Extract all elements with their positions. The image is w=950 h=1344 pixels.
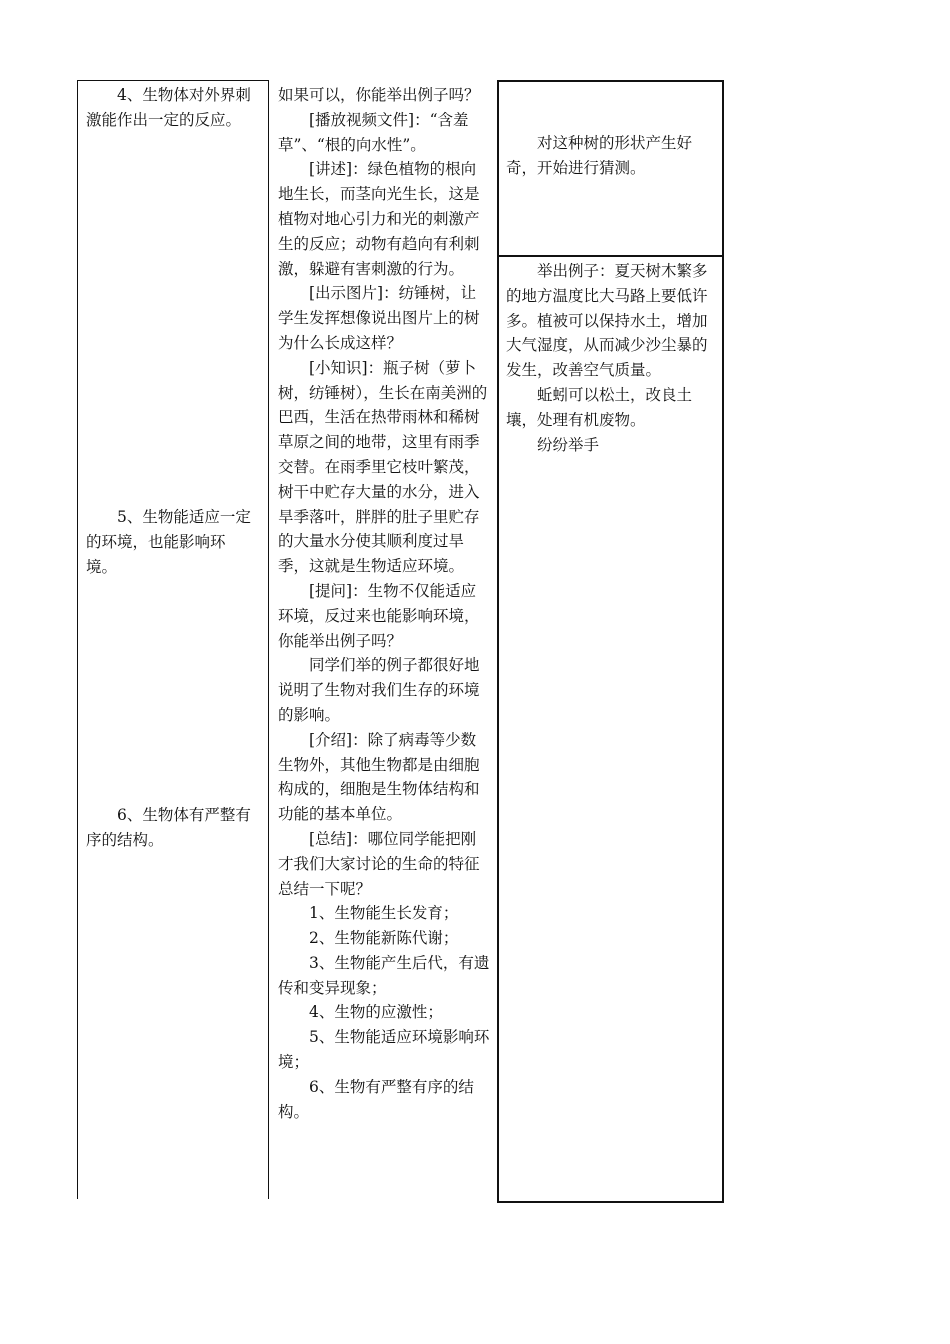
activity-paragraph: [介绍]：除了病毒等少数生物外，其他生物都是由细胞构成的，细胞是生物体结构和功能的基本单位。 [278,730,480,824]
topic-item-4: 4、生物体对外界刺激能作出一定的反应。 [86,86,251,129]
student-response: 对这种树的形状产生好奇，开始进行猜测。 [506,134,693,177]
activity-paragraph: [讲述]：绿色植物的根向地生长，而茎向光生长，这是植物对地心引力和光的刺激产生的反应；动物有趋向有利刺激，躲避有害刺激的行为。 [278,160,480,278]
topic-column [86,83,251,133]
column3-cell-divider [497,255,724,257]
summary-item: 4、生物的应激性； [309,1003,443,1022]
student-activity-cell-2 [506,259,712,457]
summary-item: 5、生物能适应环境影响环境； [278,1028,490,1072]
activity-paragraph: 如果可以，你能举出例子吗？ [278,86,480,104]
student-response: 举出例子：夏天树木繁多的地方温度比大马路上要低许多。植被可以保持水土，增加大气湿度，从而减少沙尘暴的发生，改善空气质量。 [506,262,708,380]
activity-paragraph: [提问]：生物不仅能适应环境，反过来也能影响环境，你能举出例子吗？ [278,581,480,650]
topic-column-item6 [86,803,251,853]
teacher-activity-column [278,83,490,1124]
table-top-border-col1 [77,80,268,81]
summary-item: 1、生物能生长发育； [309,904,459,923]
activity-paragraph: 同学们举的例子都很好地说明了生物对我们生存的环境的影响。 [278,656,480,724]
topic-column-item5 [86,505,251,579]
table-bottom-border-col3 [497,1201,724,1203]
column-divider-1 [268,80,269,1199]
student-response: 蚯蚓可以松土，改良土壤，处理有机废物。 [506,385,693,429]
column-divider-2 [497,80,499,1203]
student-activity-cell-1 [506,131,712,181]
activity-paragraph: [总结]：哪位同学能把刚才我们大家讨论的生命的特征总结一下呢？ [278,829,480,898]
activity-paragraph: [小知识]：瓶子树（萝卜树，纺锤树），生长在南美洲的巴西，生活在热带雨林和稀树草原之间的地带，这里有雨季交替。在雨季里它枝叶繁茂，树干中贮存大量的水分，进入旱季落叶，胖胖的肚子里贮存的大量水分使其顺利度过旱季，这就是生物适应环境。 [278,358,488,576]
activity-paragraph: [播放视频文件]：“含羞草”、“根的向水性”。 [278,110,469,154]
table-left-border [77,80,78,1199]
topic-item-5: 5、生物能适应一定的环境，也能影响环境。 [86,508,251,576]
activity-paragraph: [出示图片]：纺锤树，让学生发挥想像说出图片上的树为什么长成这样？ [278,284,480,352]
table-right-border [722,80,724,1203]
summary-item: 2、生物能新陈代谢； [309,929,459,948]
student-response: 纷纷举手 [537,435,600,454]
table-top-border-col3 [497,80,724,82]
summary-item: 6、生物有严整有序的结构。 [278,1077,474,1121]
summary-item: 3、生物能产生后代，有遗传和变异现象； [278,953,490,997]
topic-item-6: 6、生物体有严整有序的结构。 [86,806,251,849]
